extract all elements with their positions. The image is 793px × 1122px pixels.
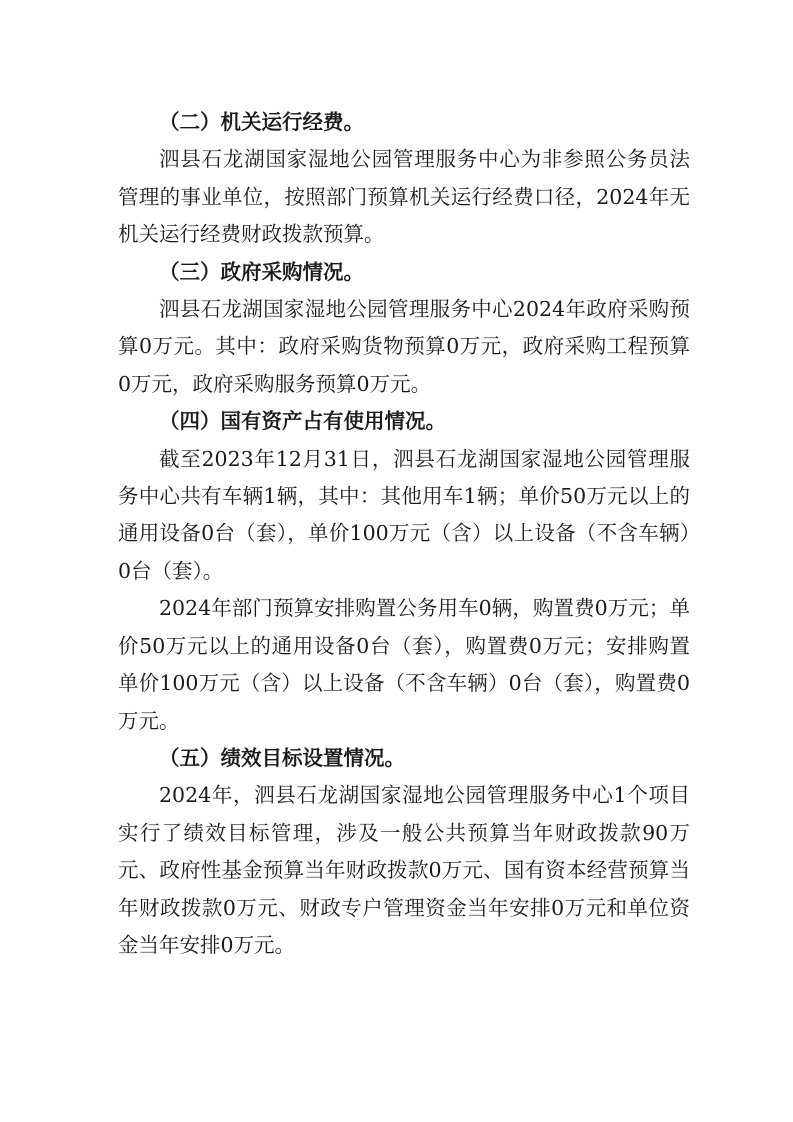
section-operating-funds [118, 104, 690, 254]
section-performance-targets [118, 740, 690, 964]
section-paragraph: 泗县石龙湖国家湿地公园管理服务中心为非参照公务员法管理的事业单位，按照部门预算机关运行经费口径，2024年无机关运行经费财政拨款预算。 [118, 147, 690, 247]
section-state-assets [118, 403, 690, 740]
document-body [118, 104, 690, 964]
section-heading: （二）机关运行经费。 [159, 110, 364, 134]
section-procurement [118, 254, 690, 404]
section-paragraph: 2024年部门预算安排购置公务用车0辆，购置费0万元；单价50万元以上的通用设备0台（套），购置费0万元；安排购置单价100万元（含）以上设备（不含车辆）0台（套），购置费0万元。 [118, 596, 690, 733]
section-heading: （五）绩效目标设置情况。 [159, 745, 405, 770]
section-paragraph: 截至2023年12月31日，泗县石龙湖国家湿地公园管理服务中心共有车辆1辆，其中：其他用车1辆；单价50万元以上的通用设备0台（套），单价100万元（含）以上设备（不含车辆）0台（套）。 [118, 446, 690, 583]
section-heading: （四）国有资产占有使用情况。 [159, 409, 446, 434]
section-paragraph: 2024年，泗县石龙湖国家湿地公园管理服务中心1个项目实行了绩效目标管理，涉及一般公共预算当年财政拨款90万元、政府性基金预算当年财政拨款0万元、国有资本经营预算当年财政拨款0万元、财政专户管理资金当年安排0万元和单位资金当年安排0万元。 [118, 783, 690, 957]
section-paragraph: 泗县石龙湖国家湿地公园管理服务中心2024年政府采购预算0万元。其中：政府采购货物预算0万元，政府采购工程预算0万元，政府采购服务预算0万元。 [118, 297, 690, 396]
section-heading: （三）政府采购情况。 [159, 259, 364, 284]
